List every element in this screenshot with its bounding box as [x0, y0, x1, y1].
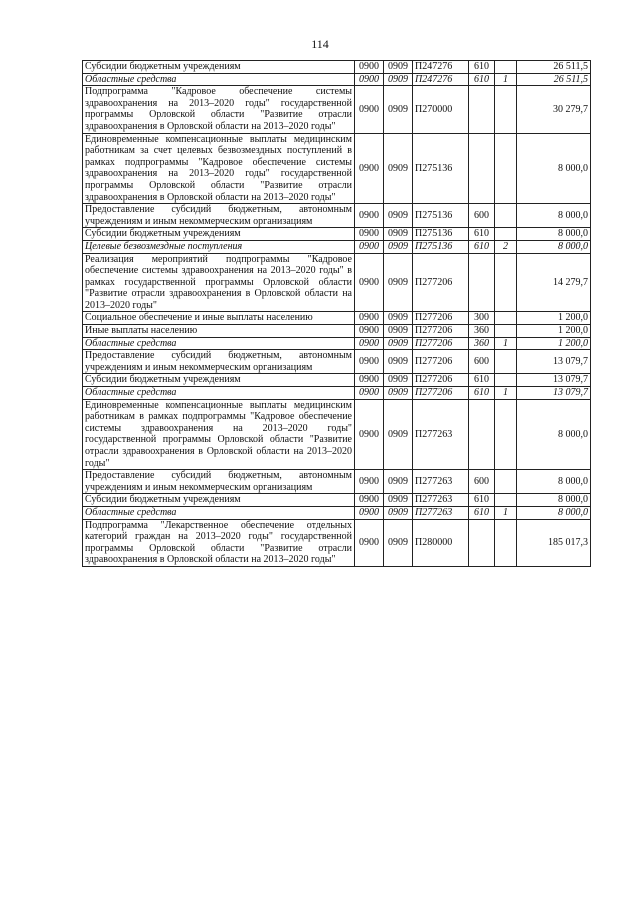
cell-section: 0900: [355, 350, 384, 374]
cell-amount: 8 000,0: [517, 506, 591, 519]
cell-section: 0900: [355, 470, 384, 494]
cell-amount: 1 200,0: [517, 312, 591, 325]
cell-expense-type: 600: [469, 470, 495, 494]
cell-subsection: 0909: [384, 253, 413, 312]
cell-name: Предоставление субсидий бюджетным, автономным учреждениям и иным некоммерческим организациям: [83, 350, 355, 374]
cell-subsection: 0909: [384, 325, 413, 338]
cell-source: [495, 312, 517, 325]
table-row: [83, 387, 591, 400]
cell-subsection: 0909: [384, 374, 413, 387]
cell-source: [495, 228, 517, 241]
cell-amount: 1 200,0: [517, 325, 591, 338]
cell-target-code: П275136: [413, 228, 469, 241]
cell-subsection: 0909: [384, 240, 413, 253]
cell-section: 0900: [355, 387, 384, 400]
cell-name: Подпрограмма "Лекарственное обеспечение отдельных категорий граждан на 2013–2020 годы" государственной программы Орловской области "Развитие отрасли здравоохранения в Орловской области на 2013–2020 годы": [83, 519, 355, 566]
cell-subsection: 0909: [384, 506, 413, 519]
table-row: [83, 374, 591, 387]
cell-name: Областные средства: [83, 506, 355, 519]
cell-expense-type: [469, 86, 495, 133]
cell-expense-type: 610: [469, 73, 495, 86]
cell-section: 0900: [355, 519, 384, 566]
cell-source: [495, 61, 517, 74]
cell-name: Единовременные компенсационные выплаты медицинским работникам за счет целевых безвозмездных поступлений в рамках подпрограммы "Кадровое обеспечение системы здравоохранения на 2013–2020 годы" государственной программы Орловской области "Развитие отрасли здравоохранения в Орловской области на 2013–2020 годы": [83, 133, 355, 204]
cell-expense-type: 610: [469, 61, 495, 74]
cell-amount: 1 200,0: [517, 337, 591, 350]
cell-name: Подпрограмма "Кадровое обеспечение системы здравоохранения на 2013–2020 годы" государственной программы Орловской области "Развитие отрасли здравоохранения в Орловской области на 2013–2020 годы": [83, 86, 355, 133]
cell-expense-type: 610: [469, 387, 495, 400]
cell-target-code: П275136: [413, 133, 469, 204]
cell-section: 0900: [355, 253, 384, 312]
cell-source: [495, 133, 517, 204]
table-row: [83, 240, 591, 253]
cell-name: Предоставление субсидий бюджетным, автономным учреждениям и иным некоммерческим организациям: [83, 470, 355, 494]
cell-expense-type: [469, 133, 495, 204]
cell-section: 0900: [355, 494, 384, 507]
cell-section: 0900: [355, 61, 384, 74]
cell-name: Субсидии бюджетным учреждениям: [83, 228, 355, 241]
cell-subsection: 0909: [384, 133, 413, 204]
cell-target-code: П275136: [413, 204, 469, 228]
cell-expense-type: 300: [469, 312, 495, 325]
cell-target-code: П277206: [413, 325, 469, 338]
cell-amount: 8 000,0: [517, 133, 591, 204]
table-row: [83, 61, 591, 74]
cell-subsection: 0909: [384, 494, 413, 507]
cell-section: 0900: [355, 86, 384, 133]
cell-section: 0900: [355, 374, 384, 387]
cell-source: 1: [495, 73, 517, 86]
table-row: [83, 399, 591, 470]
cell-expense-type: [469, 253, 495, 312]
table-row: [83, 86, 591, 133]
cell-expense-type: 600: [469, 204, 495, 228]
cell-section: 0900: [355, 506, 384, 519]
cell-section: 0900: [355, 240, 384, 253]
cell-name: Субсидии бюджетным учреждениям: [83, 61, 355, 74]
cell-subsection: 0909: [384, 86, 413, 133]
cell-target-code: П277206: [413, 253, 469, 312]
cell-amount: 8 000,0: [517, 470, 591, 494]
cell-expense-type: 610: [469, 228, 495, 241]
cell-source: 1: [495, 506, 517, 519]
cell-expense-type: 360: [469, 325, 495, 338]
cell-source: [495, 86, 517, 133]
cell-target-code: П275136: [413, 240, 469, 253]
cell-name: Предоставление субсидий бюджетным, автономным учреждениям и иным некоммерческим организациям: [83, 204, 355, 228]
cell-target-code: П270000: [413, 86, 469, 133]
cell-source: [495, 204, 517, 228]
cell-subsection: 0909: [384, 228, 413, 241]
cell-expense-type: 600: [469, 350, 495, 374]
cell-amount: 8 000,0: [517, 494, 591, 507]
table-row: [83, 494, 591, 507]
cell-expense-type: 610: [469, 506, 495, 519]
cell-subsection: 0909: [384, 519, 413, 566]
cell-name: Иные выплаты населению: [83, 325, 355, 338]
cell-subsection: 0909: [384, 312, 413, 325]
cell-source: [495, 399, 517, 470]
cell-source: 1: [495, 337, 517, 350]
cell-target-code: П247276: [413, 61, 469, 74]
cell-section: 0900: [355, 312, 384, 325]
cell-target-code: П277206: [413, 374, 469, 387]
cell-subsection: 0909: [384, 73, 413, 86]
cell-target-code: П277263: [413, 399, 469, 470]
cell-amount: 13 079,7: [517, 387, 591, 400]
cell-target-code: П277206: [413, 387, 469, 400]
budget-table: [82, 60, 591, 567]
cell-name: Социальное обеспечение и иные выплаты населению: [83, 312, 355, 325]
cell-section: 0900: [355, 325, 384, 338]
cell-subsection: 0909: [384, 387, 413, 400]
cell-expense-type: 610: [469, 494, 495, 507]
cell-amount: 8 000,0: [517, 399, 591, 470]
cell-source: [495, 350, 517, 374]
cell-name: Реализация мероприятий подпрограммы "Кадровое обеспечение системы здравоохранения на 2013–2020 годы" в рамках государственной программы Орловской области "Развитие отрасли здравоохранения в Орловской области на 2013–2020 годы": [83, 253, 355, 312]
cell-name: Целевые безвозмездные поступления: [83, 240, 355, 253]
cell-name: Областные средства: [83, 73, 355, 86]
cell-amount: 8 000,0: [517, 240, 591, 253]
table-row: [83, 325, 591, 338]
table-row: [83, 73, 591, 86]
cell-target-code: П277263: [413, 506, 469, 519]
cell-source: [495, 253, 517, 312]
cell-expense-type: [469, 519, 495, 566]
cell-name: Областные средства: [83, 387, 355, 400]
cell-amount: 185 017,3: [517, 519, 591, 566]
cell-amount: 30 279,7: [517, 86, 591, 133]
table-row: [83, 519, 591, 566]
cell-amount: 13 079,7: [517, 350, 591, 374]
cell-section: 0900: [355, 204, 384, 228]
cell-amount: 8 000,0: [517, 204, 591, 228]
cell-source: [495, 494, 517, 507]
table-row: [83, 470, 591, 494]
page-number: 114: [311, 37, 329, 51]
cell-section: 0900: [355, 399, 384, 470]
cell-target-code: П247276: [413, 73, 469, 86]
cell-subsection: 0909: [384, 470, 413, 494]
cell-target-code: П277206: [413, 312, 469, 325]
cell-amount: 26 511,5: [517, 61, 591, 74]
table-row: [83, 312, 591, 325]
table-row: [83, 337, 591, 350]
table-row: [83, 204, 591, 228]
cell-target-code: П277206: [413, 337, 469, 350]
cell-source: [495, 374, 517, 387]
cell-section: 0900: [355, 133, 384, 204]
cell-subsection: 0909: [384, 350, 413, 374]
cell-target-code: П280000: [413, 519, 469, 566]
cell-expense-type: 610: [469, 374, 495, 387]
cell-target-code: П277206: [413, 350, 469, 374]
cell-amount: 8 000,0: [517, 228, 591, 241]
cell-name: Субсидии бюджетным учреждениям: [83, 494, 355, 507]
cell-section: 0900: [355, 337, 384, 350]
cell-expense-type: 360: [469, 337, 495, 350]
cell-amount: 14 279,7: [517, 253, 591, 312]
cell-amount: 13 079,7: [517, 374, 591, 387]
cell-target-code: П277263: [413, 470, 469, 494]
cell-name: Единовременные компенсационные выплаты медицинским работникам в рамках подпрограммы "Кадровое обеспечение системы здравоохранения на 2013–2020 годы" государственной программы Орловской области "Развитие отрасли здравоохранения в Орловской области на 2013–2020 годы": [83, 399, 355, 470]
cell-subsection: 0909: [384, 337, 413, 350]
cell-amount: 26 511,5: [517, 73, 591, 86]
cell-section: 0900: [355, 73, 384, 86]
cell-source: [495, 325, 517, 338]
budget-table-body: [83, 61, 591, 567]
cell-target-code: П277263: [413, 494, 469, 507]
table-row: [83, 350, 591, 374]
cell-subsection: 0909: [384, 399, 413, 470]
table-row: [83, 133, 591, 204]
cell-source: 1: [495, 387, 517, 400]
cell-subsection: 0909: [384, 61, 413, 74]
cell-source: 2: [495, 240, 517, 253]
cell-source: [495, 470, 517, 494]
cell-subsection: 0909: [384, 204, 413, 228]
cell-source: [495, 519, 517, 566]
table-row: [83, 228, 591, 241]
table-row: [83, 506, 591, 519]
cell-name: Областные средства: [83, 337, 355, 350]
cell-section: 0900: [355, 228, 384, 241]
cell-expense-type: 610: [469, 240, 495, 253]
table-row: [83, 253, 591, 312]
cell-expense-type: [469, 399, 495, 470]
cell-name: Субсидии бюджетным учреждениям: [83, 374, 355, 387]
